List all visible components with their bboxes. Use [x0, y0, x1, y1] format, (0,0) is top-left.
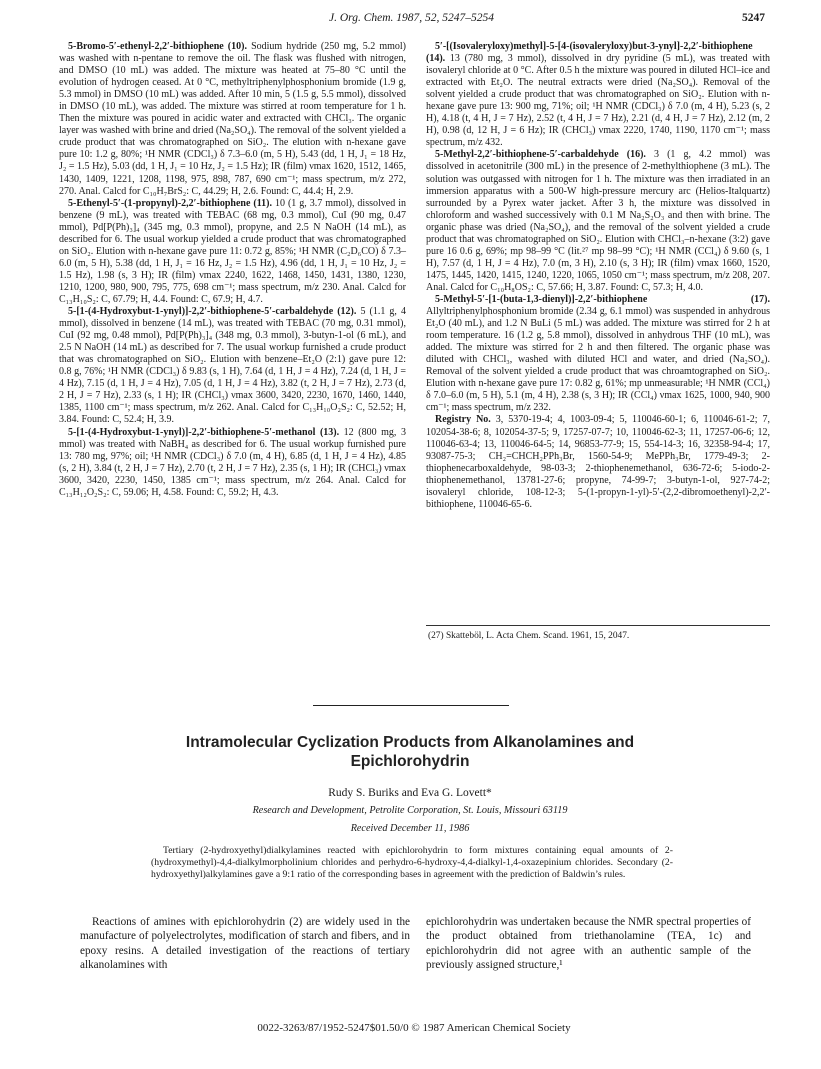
experimental-paragraph: [59, 198, 406, 306]
paragraph-text: 10 (1 g, 3.7 mmol), dissolved in benzene (9 mL), was treated with TEBAC (68 mg, 0.3 mmol), CuI (90 mg, 0.47 mmol), Pd[P(Ph)₃]₄ (345 mg, 0.3 mmol), propyne, and 2.5 N NaOH (14 mL), as described for 6. The usual workup yielded a crude product that was chromatographed on SiO₂. Elution with n-hexane gave pure 11: 0.72 g, 85%; ¹H NMR (C₂D₆CO) δ 7.3–6.0 (m, 5 H), 5.38 (dd, 1 H, J₁ = 16 Hz, J₂ = 1.5 Hz), 4.96 (dd, 1 H, J₁ = 10 Hz, J₂ = 1.5 Hz), 1.98 (s, 3 H); IR (film) νmax 2240, 1622, 1468, 1450, 1431, 1380, 1230, 1210, 1200, 980, 900, 795, 775, 698 cm⁻¹; mass spectrum, m/z 230. Anal. Calcd for C₁₃H₁₀S₂: C, 67.79; H, 4.4. Found: C, 67.9; H, 4.7.: [59, 197, 406, 305]
experimental-paragraph: [59, 306, 406, 426]
body-text-left: Reactions of amines with epichlorohydrin (2) are widely used in the manufacture of polyelectrolytes, modification of starch and fibers, and in epoxy resins. A detailed investigation of the reactions of tertiary alkanolamines with: [80, 916, 410, 972]
registry-paragraph: [426, 414, 770, 510]
footnote-reference: (27) Skatteböl, L. Acta Chem. Scand. 1961, 15, 2047.: [428, 631, 630, 641]
compound-heading: 5-Methyl-2,2′-bithiophene-5′-carbaldehyde (16).: [435, 149, 646, 161]
author-affiliation: Research and Development, Petrolite Corporation, St. Louis, Missouri 63119: [252, 805, 568, 816]
compound-heading: 5-Bromo-5′-ethenyl-2,2′-bithiophene (10).: [68, 41, 247, 52]
paragraph-text: 5 (1.1 g, 4 mmol), dissolved in benzene (14 mL), was treated with TEBAC (70 mg, 0.31 mmol), CuI (92 mg, 0.48 mmol), Pd[P(Ph)₃]₄ (348 mg, 0.3 mmol), 3-butyn-1-ol (6 mL), and 2.5 N NaOH (14 mL) as described for 7. The usual workup furnished a crude product that was chromatographed on SiO₂. Elution with benzene–Et₂O (2:1) gave pure 12: 0.8 g, 76%; ¹H NMR (CDCl₃) δ 9.83 (s, 1 H), 7.64 (d, 1 H, J = 4 Hz), 7.24 (d, 1 H, J = 4 Hz), 7.15 (d, 1 H, J = 4 Hz), 7.05 (d, 1 H, J = 4 Hz), 3.82 (t, 2 H, J = 7 Hz), 2.73 (d, 2 H, J = 7 Hz), 2.33 (s, 1 H); IR (CHCl₃) νmax 3600, 3420, 2230, 1670, 1460, 1440, 1385, 1100 cm⁻¹; mass spectrum, m/z 262. Anal. Calcd for C₁₃H₁₀O₂S₂: C, 52.52; H, 3.84. Found: C, 52.4; H, 3.9.: [59, 306, 406, 426]
experimental-paragraph: [426, 149, 770, 294]
paragraph-text: 13 (780 mg, 3 mmol), dissolved in dry pyridine (5 mL), was treated with isovaleryl chloride at 0 °C. After 0.5 h the mixture was poured in diluted HCl–ice and extracted with Et₂O. The neutral extracts were dried (Na₂SO₄). Removal of the solvent yielded a crude product that was chromatographed on SiO₂. Elution with n-hexane gave pure 13: 900 mg, 71%; oil; ¹H NMR (CDCl₃) δ 7.0 (m, 4 H), 5.23 (s, 2 H), 4.18 (t, 4 H, J = 7 Hz), 2.52 (t, 4 H, J = 7 Hz), 2.21 (d, 4 H, J = 7 Hz), 2.12 (m, 2 H), 0.98 (d, 12 H, J = 6 Hz); IR (CHCl₃) νmax 2220, 1740, 1190, 1170 cm⁻¹; mass spectrum, m/z 432.: [426, 53, 770, 149]
left-column: [59, 41, 406, 499]
paragraph-text: Sodium hydride (250 mg, 5.2 mmol) was washed with n-pentane to remove the oil. The flask was flushed with nitrogen, and DMSO (10 mL) was added. The mixture was heated at 75–80 °C until the evolution of hydrogen ceased. At 0 °C, methyltriphenylphosphonium bromide (1.9 g, 5.3 mmol) in DMSO (10 mL) was added. After 10 min, 5 (1.5 g, 5.5 mmol), dissolved in DMSO (10 mL), was added. The mixture was stirred at room temperature for 1 h. Then the mixture was poured in acidic water and extracted with CHCl₃. The organic layer was washed with brine and dried (Na₂SO₄). The removal of the solvent yielded a crude product that was chromatographed on SiO₂. The elution with n-hexane gave pure 10: 1.2 g, 80%; ¹H NMR (CDCl₃) δ 7.3–6.0 (m, 5 H), 5.43 (dd, 1 H, J₁ = 18 Hz, J₂ = 1.5 Hz), 5.03 (dd, 1 H, J₁ = 10 Hz, J₂ = 1.5 Hz); IR (film) νmax 1620, 1512, 1465, 1430, 1409, 1221, 1208, 1198, 975, 898, 787, 690 cm⁻¹; mass spectrum, m/z 272, 270. Anal. Calcd for C₁₀H₇BrS₂: C, 44.29; H, 2.6. Found: C, 44.4; H, 2.9.: [59, 41, 406, 197]
article-authors: Rudy S. Buriks and Eva G. Lovett*: [328, 787, 492, 799]
registry-heading: Registry No.: [435, 414, 491, 426]
abstract-text: Tertiary (2-hydroxyethyl)dialkylamines reacted with epichlorohydrin to form mixtures containing equal amounts of 2-(hydroxymethyl)-4,4-dialkylmorpholinium chlorides and perhydro-6-hydroxy-4,4-dialkyl-1,4-oxazepinium chlorides. Secondary (2-hydroxyethyl)alkylamines gave a 9:1 ratio of the corresponding bases in agreement with the prediction of Baldwin’s rules.: [151, 845, 673, 881]
experimental-paragraph: [59, 41, 406, 198]
paragraph-text: 3 (1 g, 4.2 mmol) was dissolved in acetonitrile (300 mL) in the presence of 2-methylthiophene (3 mL). The solution was outgassed with nitrogen for 1 h. The mixture was then irradiated in an immersion apparatus with a 500-W high-pressure mercury arc (Helios-Italquartz) surrounded by a Pyrex water jacket. After 3 h, the mixture was dissolved in chloroform and washed successively with 0.1 M Na₂S₂O₃ and then with brine. The organic phase was dried (Na₂SO₄), and the removal of the solvent yielded a crude product that was chromatographed on SiO₂. Elution with CHCl₃–n-hexane (3:2) gave pure 16 0.6 g, 69%; mp 98–99 °C (lit.²⁷ mp 98–99 °C); ¹H NMR (CCl₄) δ 9.60 (s, 1 H), 7.57 (d, 1 H, J = 4 Hz), 7.0 (m, 3 H), 2.10 (s, 3 H); IR (film) νmax 1660, 1520, 1475, 1445, 1420, 1415, 1240, 1220, 1065, 1050 cm⁻¹; mass spectrum, m/z 208, 207. Anal. Calcd for C₁₀H₈OS₂: C, 57.66; H, 3.87. Found: C, 57.3; H, 4.0.: [426, 149, 770, 293]
right-column: [426, 41, 770, 511]
experimental-paragraph: [426, 294, 770, 414]
paragraph-text: Allyltriphenylphosphonium bromide (2.34 g, 6.1 mmol) was suspended in anhydrous Et₂O (40 mL), and 1.2 N BuLi (5 mL) was added. The mixture was stirred for 2 h at room temperature. 16 (1.2 g, 5.8 mmol), dissolved in anhydrous THF (10 mL), was added. The mixture was stirred for 2 h and then filtered. The organic phase was diluted with CHCl₃, washed with diluted HCl and water, and dried (Na₂SO₄). Removal of the solvent yielded a crude product that was chroamtographed on SiO₂. Elution with n-hexane gave pure 17: 0.82 g, 61%; mp unmeasurable; ¹H NMR (CCl₄) δ 7.0–6.0 (m, 5 H), 5.1 (m, 4 H), 2.38 (s, 3 H); IR (CCl₄) νmax 1625, 1000, 940, 900 cm⁻¹; mass spectrum, m/z 232.: [426, 306, 770, 414]
body-text-right: epichlorohydrin was undertaken because the NMR spectral properties of the product obtained from triethanolamine (TEA, 1c) and epichlorohydrin did not agree with an authentic sample of the previously assigned structure,¹: [426, 916, 751, 972]
abstract: [151, 845, 673, 881]
experimental-paragraph: [426, 41, 770, 149]
paragraph-text: 12 (800 mg, 3 mmol) was treated with NaBH₄ as described for 6. The usual workup furnished pure 13: 780 mg, 97%; oil; ¹H NMR (CDCl₃) δ 7.0 (m, 4 H), 6.85 (d, 1 H, J = 4 Hz), 4.85 (s, 2 H), 3.84 (t, 2 H, J = 7 Hz), 2.70 (t, 2 H, J = 7 Hz), 2.35 (s, 1 H); IR (CHCl₃) νmax 3600, 3420, 2230, 1450, 1385 cm⁻¹; mass spectrum, m/z 264. Anal. Calcd for C₁₃H₁₂O₂S₂: C, 59.06; H, 4.58. Found: C, 59.2; H, 4.3.: [59, 426, 406, 498]
page-number: 5247: [742, 12, 765, 24]
compound-heading: 5-[1-(4-Hydroxybut-1-ynyl)]-2,2′-bithiophene-5′-methanol (13).: [68, 426, 340, 438]
reference-rule: [426, 625, 770, 626]
compound-heading: 5-Methyl-5′-[1-(buta-1,3-dienyl)]-2,2′-bithiophene (17).: [435, 293, 770, 305]
experimental-paragraph: [59, 427, 406, 499]
registry-text: 3, 5370-19-4; 4, 1003-09-4; 5, 110046-60-1; 6, 110046-61-2; 7, 102054-38-6; 8, 102054-37-5; 9, 17257-07-7; 10, 110046-62-3; 11, 17257-06-6; 12, 110046-63-4; 13, 110046-64-5; 14, 96853-77-9; 15, 554-14-3; 16, 32358-94-4; 17, 93087-75-3; CH₂=CHCH₂PPh₃Br, 1560-54-9; MePPh₃Br, 1779-49-3; 2-thiophenecarboxaldehyde, 98-03-3; 2-thiophenemethanol, 636-72-6; 5-iodo-2-thiophenemethanol, 13781-27-6; propyne, 74-99-7; 3-butyn-1-ol, 927-74-2; isovaleryl chloride, 108-12-3; 5-(1-propyn-1-yl)-5′-(2,2-dibromoethenyl)-2,2′-bithiophene, 110046-65-6.: [426, 414, 770, 510]
received-date: Received December 11, 1986: [350, 823, 470, 834]
running-header: [59, 8, 765, 28]
copyright-footer: 0022-3263/87/1952-5247$01.50/0 © 1987 American Chemical Society: [257, 1022, 571, 1034]
compound-heading: 5-Ethenyl-5′-(1-propynyl)-2,2′-bithiophene (11).: [68, 197, 272, 209]
compound-heading: 5-[1-(4-Hydroxybut-1-ynyl)]-2,2′-bithiophene-5′-carbaldehyde (12).: [68, 306, 357, 318]
article-title: Intramolecular Cyclization Products from Alkanolamines and Epichlorohydrin: [185, 734, 635, 770]
article-divider: [313, 705, 509, 706]
journal-citation: J. Org. Chem. 1987, 52, 5247–5254: [329, 12, 495, 24]
compound-heading: 5′-[(Isovaleryloxy)methyl]-5-[4-(isovaleryloxy)but-3-ynyl]-2,2′-bithiophene (14).: [426, 41, 753, 65]
